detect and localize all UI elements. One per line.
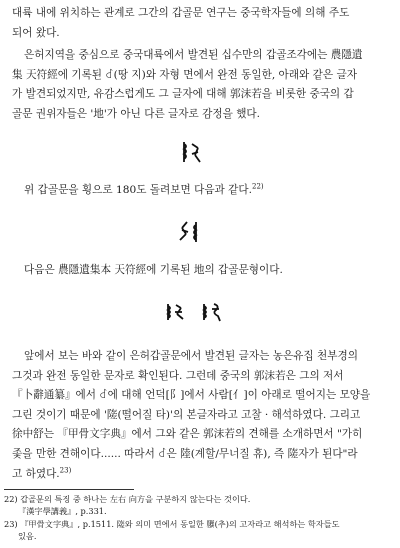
- text-line: 가 발견되었지만, 유감스럽게도 그 글자에 대해 郭沫若을 비롯한 중국의 갑: [12, 88, 354, 101]
- footnote-22-source: 『漢字學講義』, p.331.: [18, 506, 107, 517]
- text-line: 다음은 農隱遺集本 天符經에 기록된 地의 갑골문형이다.: [24, 264, 283, 276]
- text-line: 앞에서 보는 바와 같이 은허갑골문에서 발견된 글자는 농은유집 천부경의: [24, 350, 358, 362]
- paragraph-5-last-line: 고 하였다.: [12, 467, 60, 480]
- text-line: 그린 것이기 때문에 '隓(떨어질 타)'의 본글자라고 고찰 · 해석하였다. 그리고: [12, 408, 361, 421]
- text-line: 골문 권위자들은 '地'가 아닌 다른 글자로 감정을 했다.: [12, 107, 261, 120]
- text-line: 徐中舒는 『甲骨文字典』에서 그와 같은 郭沫若의 견해를 소개하면서 "가히: [12, 428, 363, 441]
- paragraph-1: [12, 4, 390, 43]
- text-line: [12, 181, 390, 201]
- footnote-divider: [4, 489, 134, 490]
- text-line: [12, 465, 390, 485]
- text-line: 그것과 완전 동일한 문자로 확인된다. 그런데 중국의 郭沫若은 그의 저서: [12, 369, 344, 382]
- footnote-ref-22: 22): [252, 182, 264, 191]
- footnote-23: 23) 『甲骨文字典』, p.1511. 隓와 의미 면에서 동일한 隳(추)의 고자라고 해석하는 학자들도: [4, 518, 340, 529]
- paragraph-4: [12, 261, 390, 281]
- footnote-23-cont: 있음.: [18, 531, 37, 542]
- oracle-bone-glyph-rotated: [174, 218, 202, 246]
- text-line: 대륙 내에 위치하는 관계로 그간의 갑골문 연구는 중국학자들에 의해 주도: [12, 7, 350, 19]
- text-line: 좇을 만한 견해이다...... 따라서 ꁐ은 陸(계할/무너질 휴), 즉 隓자가 된다"라: [12, 447, 358, 460]
- oracle-bone-glyph-original: [178, 138, 206, 166]
- paragraph-2: [12, 46, 390, 124]
- text-line: 集 天符經에 기록된 ꁐ(땅 지)와 자형 면에서 완전 동일한, 아래와 같은 글자: [12, 68, 357, 81]
- footnote-ref-23: 23): [59, 466, 72, 475]
- paragraph-3-text: 위 갑골문을 횡으로 180도 돌려보면 다음과 같다.: [24, 184, 252, 196]
- paragraph-3: [12, 181, 390, 201]
- oracle-bone-glyph-tianfujing-1: [164, 300, 192, 324]
- oracle-bone-glyph-tianfujing-2: [200, 300, 228, 324]
- text-line: 『卜辭通纂』에서 ꁐ에 대해 언덕[阝]에서 사람[亻]이 아래로 떨어지는 모양을: [12, 389, 371, 402]
- footnote-22: 22) 갑골문의 특징 중 하나는 左右 向方을 구분하지 않는다는 것이다.: [4, 494, 251, 504]
- text-line: 되어 왔다.: [12, 26, 60, 39]
- paragraph-5: [12, 347, 390, 484]
- footnotes: [4, 493, 394, 543]
- text-line: 은허지역을 중심으로 중국대륙에서 발견된 십수만의 갑골조각에는 農隱遺: [24, 49, 363, 61]
